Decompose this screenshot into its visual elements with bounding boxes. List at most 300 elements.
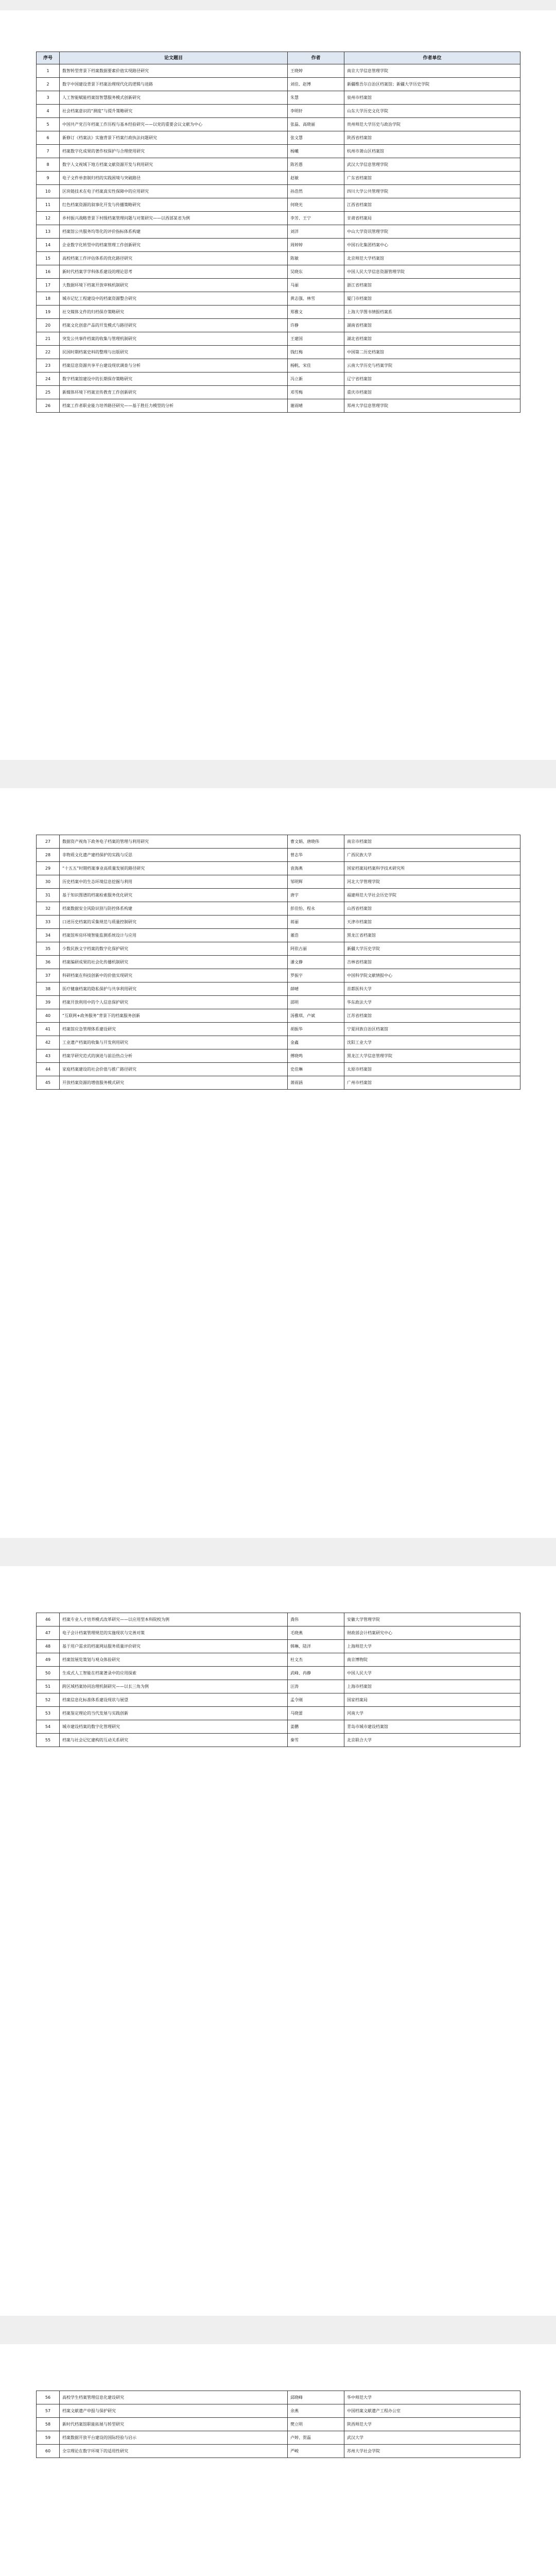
- cell-author: 傅晓鸣: [288, 1049, 344, 1063]
- cell-title: 档案文化创意产品的开发模式与路径研究: [60, 319, 288, 332]
- table-row: [37, 849, 520, 862]
- cell-title: 档案专业人才培养模式改革研究——以应用型本科院校为例: [60, 1613, 288, 1626]
- cell-unit: 江西省档案馆: [344, 198, 520, 212]
- table-row: [37, 2418, 520, 2431]
- table-row: [37, 158, 520, 172]
- cell-title: 档案学研究范式的演进与前沿热点分析: [60, 1049, 288, 1063]
- header-unit: 作者单位: [344, 52, 520, 64]
- table-row: [37, 2391, 520, 2404]
- cell-unit: 河北大学管理学院: [344, 875, 520, 889]
- cell-no: 12: [37, 212, 60, 225]
- cell-unit: 湖南省档案馆: [344, 319, 520, 332]
- cell-author: 金鑫: [288, 1036, 344, 1049]
- cell-unit: 广东省档案馆: [344, 172, 520, 185]
- cell-title: 新时代档案馆职能拓展与转型研究: [60, 2418, 288, 2431]
- cell-unit: 中国科学院文献情报中心: [344, 969, 520, 982]
- cell-no: 40: [37, 1009, 60, 1023]
- cell-unit: 上海大学图书情报档案系: [344, 306, 520, 319]
- cell-no: 53: [37, 1707, 60, 1720]
- cell-unit: 杭州市萧山区档案馆: [344, 145, 520, 158]
- cell-title: 档案信息资源共享平台建设现状调查与分析: [60, 359, 288, 372]
- cell-no: 22: [37, 346, 60, 359]
- cell-title: 乡村振兴战略背景下村级档案管理问题与对策研究——以西部某省为例: [60, 212, 288, 225]
- cell-unit: 山东大学历史文化学院: [344, 105, 520, 118]
- table-row: [37, 875, 520, 889]
- cell-title: 社会档案意识的“测度”与提升策略研究: [60, 105, 288, 118]
- cell-title: 数智转型背景下档案数据要素价值实现路径研究: [60, 64, 288, 78]
- table-row: [37, 889, 520, 902]
- cell-unit: 陕西省档案馆: [344, 131, 520, 145]
- cell-author: 陈敏: [288, 252, 344, 265]
- cell-author: 李明轩: [288, 105, 344, 118]
- cell-title: 档案开放利用中的个人信息保护研究: [60, 996, 288, 1009]
- cell-title: 历史档案中的生态环境信息挖掘与利用: [60, 875, 288, 889]
- cell-unit: 贵州师范大学历史与政治学院: [344, 118, 520, 131]
- cell-title: 科研档案在科技创新中的价值实现研究: [60, 969, 288, 982]
- cell-no: 13: [37, 225, 60, 239]
- cell-title: 档案与社会记忆建构的互动关系研究: [60, 1734, 288, 1747]
- cell-unit: 广州市档案馆: [344, 1076, 520, 1090]
- table-row: [37, 1049, 520, 1063]
- table-row: [37, 2431, 520, 2445]
- header-author: 作者: [288, 52, 344, 64]
- cell-unit: 甘肃省档案局: [344, 212, 520, 225]
- cell-no: 7: [37, 145, 60, 158]
- cell-no: 26: [37, 399, 60, 413]
- cell-title: “互联网+政务服务”背景下的档案服务创新: [60, 1009, 288, 1023]
- cell-title: 新修订《档案法》实施背景下档案行政执法问题研究: [60, 131, 288, 145]
- table-row: [37, 372, 520, 386]
- table-row: [37, 2445, 520, 2458]
- cell-unit: 中国人民大学信息资源管理学院: [344, 265, 520, 279]
- paper-table-3: [36, 1613, 520, 1747]
- table-row: [37, 996, 520, 1009]
- table-row: [37, 902, 520, 916]
- table-row: [37, 942, 520, 956]
- cell-author: 杜文杰: [288, 1653, 344, 1667]
- cell-author: 孟令刚: [288, 1693, 344, 1707]
- cell-title: 数字人文视域下地方档案文献资源开发与利用研究: [60, 158, 288, 172]
- cell-no: 50: [37, 1667, 60, 1680]
- cell-author: 邱晓峰: [288, 2391, 344, 2404]
- cell-no: 38: [37, 982, 60, 996]
- cell-author: 曾志华: [288, 849, 344, 862]
- cell-title: 档案文献遗产申报与保护研究: [60, 2404, 288, 2418]
- table-row: [37, 212, 520, 225]
- table-row: [37, 862, 520, 875]
- cell-author: 周婷婷: [288, 239, 344, 252]
- cell-author: 樊立明: [288, 2418, 344, 2431]
- cell-author: 郑雅文: [288, 306, 344, 319]
- table-row: [37, 1009, 520, 1023]
- cell-author: 马晓蕾: [288, 1707, 344, 1720]
- table-row: [37, 1023, 520, 1036]
- cell-author: 马丽: [288, 279, 344, 292]
- cell-unit: 湖北省档案馆: [344, 332, 520, 346]
- cell-title: 数据资产视角下政务电子档案的管理与利用研究: [60, 835, 288, 849]
- cell-no: 29: [37, 862, 60, 875]
- table-row: [37, 1076, 520, 1090]
- cell-unit: 南京市档案馆: [344, 835, 520, 849]
- cell-unit: 武汉大学: [344, 2431, 520, 2445]
- cell-author: 韩琳、陆洋: [288, 1640, 344, 1653]
- cell-unit: 沈阳工业大学: [344, 1036, 520, 1049]
- cell-title: 非物质文化遗产建档保护的实践与反思: [60, 849, 288, 862]
- table-row: [37, 319, 520, 332]
- cell-author: 潘文静: [288, 956, 344, 969]
- table-row: [37, 265, 520, 279]
- cell-no: 32: [37, 902, 60, 916]
- cell-title: 医疗健康档案的隐私保护与共享利用研究: [60, 982, 288, 996]
- paper-table-2: [36, 835, 520, 1090]
- cell-title: 档案馆库房环境智能监测系统设计与应用: [60, 929, 288, 942]
- cell-author: 余燕: [288, 2404, 344, 2418]
- cell-author: 邓雪梅: [288, 386, 344, 399]
- table-row: [37, 1653, 520, 1667]
- cell-author: 严峻: [288, 2445, 344, 2458]
- table-row: [37, 346, 520, 359]
- table-row: [37, 359, 520, 372]
- cell-author: 曹文娟、唐晓伟: [288, 835, 344, 849]
- cell-unit: 中国石化集团档案中心: [344, 239, 520, 252]
- cell-title: 高校学生档案管理信息化建设研究: [60, 2391, 288, 2404]
- cell-no: 55: [37, 1734, 60, 1747]
- cell-author: 冯立新: [288, 372, 344, 386]
- cell-author: 罗振宇: [288, 969, 344, 982]
- cell-no: 6: [37, 131, 60, 145]
- cell-no: 42: [37, 1036, 60, 1049]
- cell-unit: 天津市档案馆: [344, 916, 520, 929]
- cell-author: 萧雨涵: [288, 1076, 344, 1090]
- cell-no: 47: [37, 1626, 60, 1640]
- cell-unit: 南京博物院: [344, 1653, 520, 1667]
- cell-author: 邵明: [288, 996, 344, 1009]
- table-row: [37, 105, 520, 118]
- cell-title: 档案数字化成果的著作权保护与合理使用研究: [60, 145, 288, 158]
- cell-unit: 华中师范大学: [344, 2391, 520, 2404]
- cell-no: 34: [37, 929, 60, 942]
- cell-unit: 福建师范大学社会历史学院: [344, 889, 520, 902]
- cell-author: 张文慧: [288, 131, 344, 145]
- cell-author: 薛晴: [288, 982, 344, 996]
- cell-unit: 江苏省档案馆: [344, 1009, 520, 1023]
- table-row: [37, 835, 520, 849]
- cell-no: 54: [37, 1720, 60, 1734]
- table-row: [37, 916, 520, 929]
- cell-author: 赵敏: [288, 172, 344, 185]
- cell-title: 企业数字化转型中的档案管理工作创新研究: [60, 239, 288, 252]
- cell-no: 21: [37, 332, 60, 346]
- table-row: [37, 185, 520, 198]
- cell-author: 何晓光: [288, 198, 344, 212]
- cell-author: 钱红梅: [288, 346, 344, 359]
- cell-no: 20: [37, 319, 60, 332]
- table-row: [37, 1693, 520, 1707]
- cell-no: 39: [37, 996, 60, 1009]
- cell-author: 卢婷、贺磊: [288, 2431, 344, 2445]
- cell-unit: 国家档案局: [344, 1693, 520, 1707]
- table-row: [37, 1720, 520, 1734]
- cell-no: 27: [37, 835, 60, 849]
- header-title: 论文题目: [60, 52, 288, 64]
- cell-no: 41: [37, 1023, 60, 1036]
- cell-title: 档案数据开放平台建设的国际经验与启示: [60, 2431, 288, 2445]
- cell-no: 17: [37, 279, 60, 292]
- cell-title: 大数据环境下档案开放审核机制研究: [60, 279, 288, 292]
- cell-title: 全宗理论在数字环境下的适用性研究: [60, 2445, 288, 2458]
- cell-unit: 辽宁省档案馆: [344, 372, 520, 386]
- cell-title: 口述历史档案的采集规范与质量控制研究: [60, 916, 288, 929]
- cell-author: 唐宇: [288, 889, 344, 902]
- cell-no: 15: [37, 252, 60, 265]
- cell-author: 刘佳、赵博: [288, 78, 344, 91]
- cell-no: 25: [37, 386, 60, 399]
- cell-unit: 云南大学历史与档案学院: [344, 359, 520, 372]
- cell-no: 1: [37, 64, 60, 78]
- table-row: [37, 145, 520, 158]
- cell-title: 少数民族文字档案的数字化保护研究: [60, 942, 288, 956]
- cell-title: 数字档案馆建设中的长期保存策略研究: [60, 372, 288, 386]
- cell-title: 基于用户需求的档案网站服务质量评价研究: [60, 1640, 288, 1653]
- table-row: [37, 1707, 520, 1720]
- cell-title: 工业遗产档案的收集与开发利用研究: [60, 1036, 288, 1049]
- cell-author: 汤雅琪、卢斌: [288, 1009, 344, 1023]
- cell-unit: 新疆维吾尔自治区档案馆；新疆大学历史学院: [344, 78, 520, 91]
- cell-title: 人工智能赋能档案馆智慧服务模式创新研究: [60, 91, 288, 105]
- cell-unit: 新疆大学历史学院: [344, 942, 520, 956]
- cell-title: 城市建设档案的数字化管理研究: [60, 1720, 288, 1734]
- cell-unit: 郑州大学信息管理学院: [344, 399, 520, 413]
- cell-no: 58: [37, 2418, 60, 2431]
- cell-unit: 广西民族大学: [344, 849, 520, 862]
- table-row: [37, 1036, 520, 1049]
- cell-author: 龚伟: [288, 1613, 344, 1626]
- cell-unit: 南京大学信息管理学院: [344, 64, 520, 78]
- cell-no: 57: [37, 2404, 60, 2418]
- cell-unit: 安徽大学管理学院: [344, 1613, 520, 1626]
- cell-unit: 武汉大学信息管理学院: [344, 158, 520, 172]
- cell-title: 档案信息化标准体系建设现状与展望: [60, 1693, 288, 1707]
- cell-author: 黄志强、林雪: [288, 292, 344, 306]
- cell-title: “十五五”时期档案事业高质量发展的路径研究: [60, 862, 288, 875]
- cell-no: 23: [37, 359, 60, 372]
- cell-no: 46: [37, 1613, 60, 1626]
- cell-no: 48: [37, 1640, 60, 1653]
- cell-author: 杨帆、宋佳: [288, 359, 344, 372]
- cell-unit: 中山大学资讯管理学院: [344, 225, 520, 239]
- cell-no: 33: [37, 916, 60, 929]
- table-row: [37, 198, 520, 212]
- cell-unit: 山西省档案馆: [344, 902, 520, 916]
- table-row: [37, 2404, 520, 2418]
- cell-unit: 浙江省档案馆: [344, 279, 520, 292]
- cell-title: 开放档案资源的增值服务模式研究: [60, 1076, 288, 1090]
- cell-author: 胡振华: [288, 1023, 344, 1036]
- cell-title: 档案馆应急管理体系建设研究: [60, 1023, 288, 1036]
- cell-no: 44: [37, 1063, 60, 1076]
- cell-title: 家庭档案建设的社会价值与推广路径研究: [60, 1063, 288, 1076]
- cell-unit: 黑龙江大学信息管理学院: [344, 1049, 520, 1063]
- cell-no: 36: [37, 956, 60, 969]
- cell-no: 52: [37, 1693, 60, 1707]
- table-row: [37, 1640, 520, 1653]
- cell-unit: 财政部会计档案研究中心: [344, 1626, 520, 1640]
- cell-no: 28: [37, 849, 60, 862]
- cell-title: 档案馆公共服务均等化的评价指标体系构建: [60, 225, 288, 239]
- cell-unit: 太原市档案馆: [344, 1063, 520, 1076]
- cell-unit: 上海师范大学: [344, 1640, 520, 1653]
- table-row: [37, 64, 520, 78]
- cell-unit: 陕西师范大学: [344, 2418, 520, 2431]
- cell-unit: 苏州大学社会学院: [344, 2445, 520, 2458]
- cell-no: 24: [37, 372, 60, 386]
- cell-author: 刘洋: [288, 225, 344, 239]
- cell-title: 档案编研成果的社会化传播机制研究: [60, 956, 288, 969]
- cell-author: 毛晓燕: [288, 1626, 344, 1640]
- cell-title: 红色档案资源的叙事化开发与传播策略研究: [60, 198, 288, 212]
- cell-unit: 宁夏回族自治区档案馆: [344, 1023, 520, 1036]
- cell-unit: 北京师范大学档案馆: [344, 252, 520, 265]
- table-row: [37, 956, 520, 969]
- cell-author: 杨曦: [288, 145, 344, 158]
- cell-title: 民国时期档案史料的整理与出版研究: [60, 346, 288, 359]
- cell-unit: 河南大学: [344, 1707, 520, 1720]
- cell-title: 区块链技术在电子档案真实性保障中的应用研究: [60, 185, 288, 198]
- table-row: [37, 306, 520, 319]
- table-row: [37, 292, 520, 306]
- page-sheet-4: [0, 2344, 556, 2576]
- table-row: [37, 1680, 520, 1693]
- cell-no: 19: [37, 306, 60, 319]
- cell-no: 31: [37, 889, 60, 902]
- table-row: [37, 252, 520, 265]
- cell-title: 基于知识图谱的档案检索服务优化研究: [60, 889, 288, 902]
- cell-no: 18: [37, 292, 60, 306]
- table-row: [37, 929, 520, 942]
- cell-author: 董浩: [288, 929, 344, 942]
- table-row: [37, 118, 520, 131]
- cell-no: 10: [37, 185, 60, 198]
- cell-no: 3: [37, 91, 60, 105]
- cell-no: 16: [37, 265, 60, 279]
- cell-unit: 吉林省档案馆: [344, 956, 520, 969]
- table-row: [37, 279, 520, 292]
- cell-title: 跨区域档案协同治理机制研究——以长三角为例: [60, 1680, 288, 1693]
- cell-author: 张磊、高晓丽: [288, 118, 344, 131]
- cell-title: 档案工作者职业能力培养路径研究——基于胜任力模型的分析: [60, 399, 288, 413]
- cell-title: 档案馆展览策划与观众体验研究: [60, 1653, 288, 1667]
- cell-no: 5: [37, 118, 60, 131]
- header-no: 序号: [37, 52, 60, 64]
- cell-author: 秦雪: [288, 1734, 344, 1747]
- cell-unit: 泉州市档案馆: [344, 91, 520, 105]
- cell-author: 王晓婷: [288, 64, 344, 78]
- cell-unit: 四川大学公共管理学院: [344, 185, 520, 198]
- cell-unit: 重庆市档案馆: [344, 386, 520, 399]
- cell-title: 新时代档案学学科体系建设的理论思考: [60, 265, 288, 279]
- cell-unit: 中国档案文献遗产工程办公室: [344, 2404, 520, 2418]
- cell-no: 56: [37, 2391, 60, 2404]
- cell-no: 37: [37, 969, 60, 982]
- cell-no: 14: [37, 239, 60, 252]
- cell-author: 吴晓东: [288, 265, 344, 279]
- cell-title: 高校档案工作评估体系的优化路径研究: [60, 252, 288, 265]
- cell-no: 49: [37, 1653, 60, 1667]
- cell-title: 新媒体环境下档案宣传教育工作创新研究: [60, 386, 288, 399]
- table-row: [37, 1667, 520, 1680]
- cell-author: 谢雨晴: [288, 399, 344, 413]
- cell-author: 许静: [288, 319, 344, 332]
- cell-no: 59: [37, 2431, 60, 2445]
- cell-no: 35: [37, 942, 60, 956]
- cell-no: 60: [37, 2445, 60, 2458]
- cell-author: 蒋丽: [288, 916, 344, 929]
- cell-unit: 上海市档案馆: [344, 1680, 520, 1693]
- cell-no: 11: [37, 198, 60, 212]
- cell-unit: 厦门市档案馆: [344, 292, 520, 306]
- cell-no: 4: [37, 105, 60, 118]
- table-row: [37, 239, 520, 252]
- paper-table-4: [36, 2391, 520, 2458]
- cell-title: 档案数据安全风险识别与防控体系构建: [60, 902, 288, 916]
- cell-title: 社交媒体文件的归档保存策略研究: [60, 306, 288, 319]
- cell-no: 43: [37, 1049, 60, 1063]
- cell-author: 阿依古丽: [288, 942, 344, 956]
- cell-unit: 青岛市城市建设档案馆: [344, 1720, 520, 1734]
- cell-author: 袁海燕: [288, 862, 344, 875]
- cell-author: 彭佳怡、程永: [288, 902, 344, 916]
- cell-unit: 北京联合大学: [344, 1734, 520, 1747]
- cell-no: 8: [37, 158, 60, 172]
- cell-unit: 中国第二历史档案馆: [344, 346, 520, 359]
- cell-author: 武峰、冉静: [288, 1667, 344, 1680]
- cell-unit: 华东政法大学: [344, 996, 520, 1009]
- cell-author: 汪涛: [288, 1680, 344, 1693]
- cell-author: 朱慧: [288, 91, 344, 105]
- table-row: [37, 131, 520, 145]
- table-row: [37, 1626, 520, 1640]
- cell-no: 51: [37, 1680, 60, 1693]
- paper-table-1: [36, 52, 520, 413]
- cell-author: 姜鹏: [288, 1720, 344, 1734]
- table-row: [37, 1734, 520, 1747]
- cell-author: 史佳琳: [288, 1063, 344, 1076]
- cell-title: 城市记忆工程建设中的档案资源整合研究: [60, 292, 288, 306]
- cell-title: 电子会计档案管理规范的实施现状与完善对策: [60, 1626, 288, 1640]
- cell-no: 30: [37, 875, 60, 889]
- table-row: [37, 386, 520, 399]
- cell-unit: 中国人民大学: [344, 1667, 520, 1680]
- cell-no: 9: [37, 172, 60, 185]
- cell-title: 档案鉴定理论的当代发展与实践创新: [60, 1707, 288, 1720]
- table-row: [37, 78, 520, 91]
- table-row: [37, 1063, 520, 1076]
- table-row: [37, 399, 520, 413]
- table-row: [37, 332, 520, 346]
- cell-unit: 国家档案局档案科学技术研究所: [344, 862, 520, 875]
- cell-title: 生成式人工智能在档案著录中的应用探索: [60, 1667, 288, 1680]
- cell-no: 2: [37, 78, 60, 91]
- table-row: [37, 225, 520, 239]
- table-row: [37, 91, 520, 105]
- cell-author: 李芳、王宁: [288, 212, 344, 225]
- cell-title: 中国共产党百年档案工作历程与基本经验研究——以党的重要会议文献为中心: [60, 118, 288, 131]
- cell-title: 电子文件单套制归档的实践困境与突破路径: [60, 172, 288, 185]
- cell-title: 数字中国建设背景下档案治理现代化的逻辑与进路: [60, 78, 288, 91]
- cell-author: 陈若愚: [288, 158, 344, 172]
- table-row: [37, 982, 520, 996]
- cell-title: 突发公共事件档案的收集与管理机制研究: [60, 332, 288, 346]
